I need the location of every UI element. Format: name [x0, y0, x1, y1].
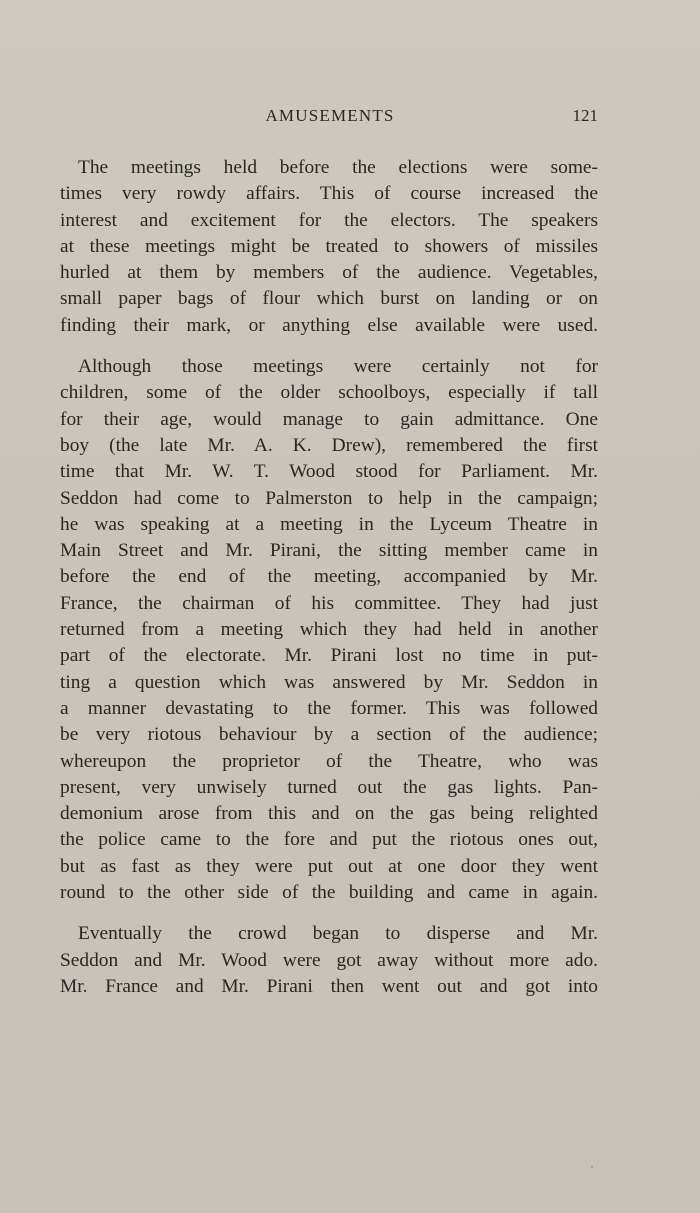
text-line: Seddon and Mr. Wood were got away without more ado. — [60, 949, 598, 971]
text-line: the police came to the fore and put the riotous ones out, — [60, 829, 598, 851]
text-line: times very rowdy affairs. This of course increased the — [60, 183, 598, 205]
text-line: small paper bags of flour which burst on landing or on — [60, 288, 598, 310]
text-line: Mr. France and Mr. Pirani then went out and got into — [60, 975, 598, 997]
text-line: part of the electorate. Mr. Pirani lost no time in put- — [60, 645, 598, 667]
paragraph-2 — [60, 354, 598, 906]
text-line: demonium arose from this and on the gas being relighted — [60, 803, 598, 825]
body-text — [60, 155, 598, 1015]
page-header — [60, 104, 600, 130]
text-line: time that Mr. W. T. Wood stood for Parliament. Mr. — [60, 461, 598, 483]
text-line: France, the chairman of his committee. They had just — [60, 592, 598, 614]
text-line: but as fast as they were put out at one door they went — [60, 855, 598, 877]
text-line: interest and excitement for the electors. The speakers — [60, 209, 598, 231]
text-line: be very riotous behaviour by a section of the audience; — [60, 724, 598, 746]
paragraph-3 — [60, 921, 598, 1000]
text-line: returned from a meeting which they had held in another — [60, 619, 598, 641]
text-line: before the end of the meeting, accompanied by Mr. — [60, 566, 598, 588]
text-line: Main Street and Mr. Pirani, the sitting member came in — [60, 540, 598, 562]
text-line: present, very unwisely turned out the gas lights. Pan- — [60, 776, 598, 798]
text-line: a manner devastating to the former. This was followed — [60, 697, 598, 719]
paper-speck — [591, 1166, 593, 1168]
text-line: The meetings held before the elections were some- — [78, 157, 598, 178]
text-line: children, some of the older schoolboys, especially if tall — [60, 382, 598, 404]
text-line: hurled at them by members of the audience. Vegetables, — [60, 262, 598, 284]
paragraph-1 — [60, 155, 598, 339]
text-line: whereupon the proprietor of the Theatre, who was — [60, 750, 598, 772]
text-line: boy (the late Mr. A. K. Drew), remembered the first — [60, 434, 598, 456]
text-line: round to the other side of the building and came in again. — [60, 882, 598, 904]
text-line: finding their mark, or anything else available were used. — [60, 314, 598, 336]
page-number: 121 — [572, 106, 598, 125]
text-line: Although those meetings were certainly not for — [78, 356, 598, 378]
text-line: Eventually the crowd began to disperse and Mr. — [78, 923, 598, 945]
text-line: Seddon had come to Palmerston to help in the campaign; — [60, 487, 598, 509]
text-line: he was speaking at a meeting in the Lyceum Theatre in — [60, 513, 598, 535]
running-head: AMUSEMENTS — [265, 106, 395, 125]
text-line: at these meetings might be treated to showers of missiles — [60, 235, 598, 257]
text-line: ting a question which was answered by Mr. Seddon in — [60, 671, 598, 693]
text-line: for their age, would manage to gain admittance. One — [60, 408, 598, 430]
